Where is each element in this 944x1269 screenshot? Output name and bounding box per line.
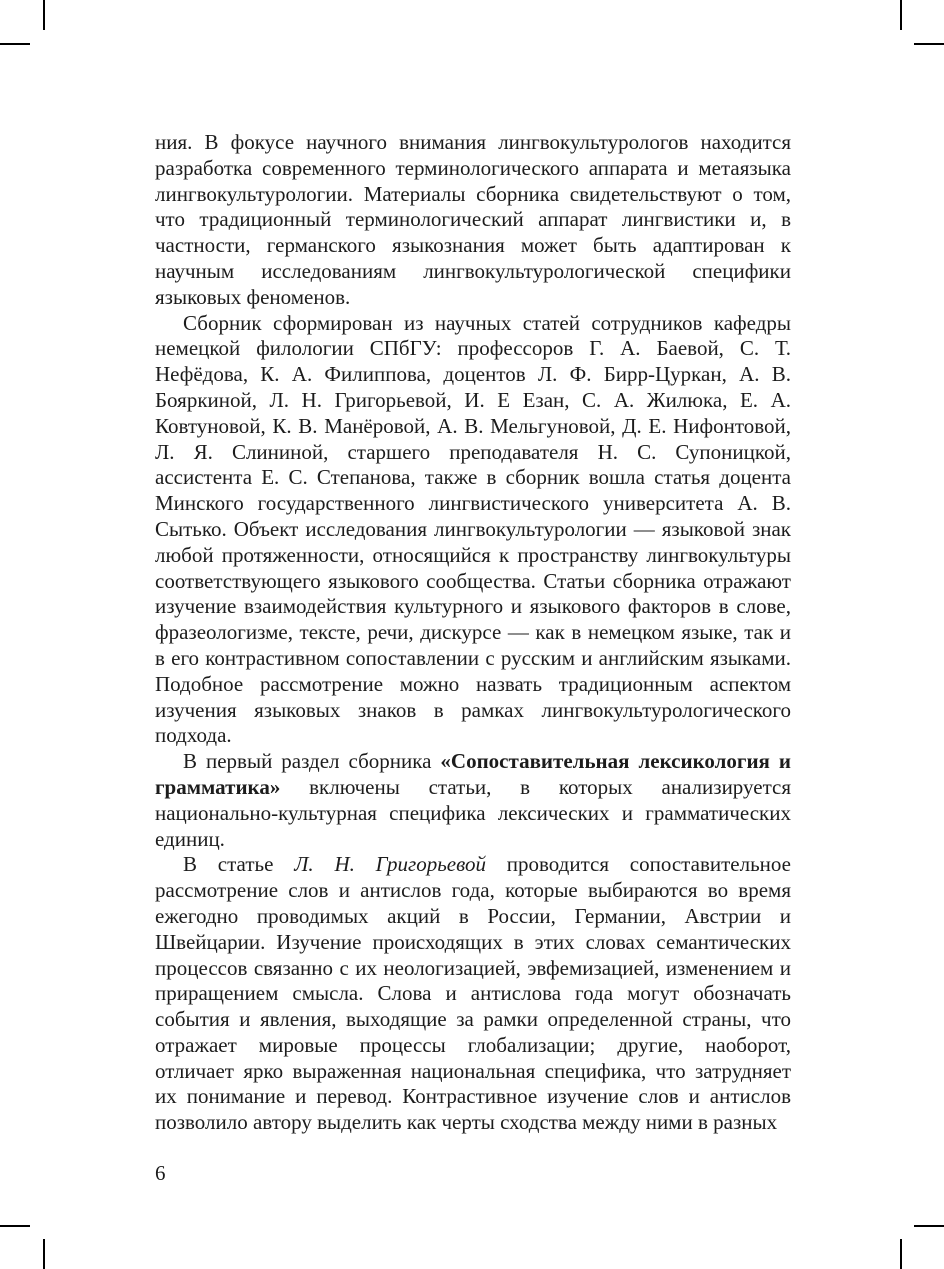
paragraph: [155, 311, 791, 750]
italic-run: Л. Н. Григорьевой: [294, 852, 486, 877]
bold-run: «Сопоставительная лексикология и грамматика»: [155, 749, 791, 799]
paragraph: [155, 130, 791, 311]
body-text: [155, 130, 791, 1136]
paragraph: [155, 749, 791, 852]
crop-mark-top-right-vertical: [900, 0, 902, 30]
crop-mark-bottom-left-horizontal: [0, 1225, 30, 1227]
text-run: ния. В фокусе научного внимания лингвокультурологов находится разработка современного терминологического аппарата и метаязыка лингвокультурологии. Материалы сборника свидетельствуют о том, что традиционный терминологический аппарат лингвистики и, в частности, германского языкознания может быть адаптирован к научным исследованиям лингвокультурологической специфики языковых феноменов.: [155, 130, 791, 309]
text-run: В первый раздел сборника: [183, 749, 441, 774]
crop-mark-top-left-horizontal: [0, 43, 30, 45]
text-run: Сборник сформирован из научных статей сотрудников кафедры немецкой филологии СПбГУ: профессоров Г. А. Баевой, С. Т. Нефёдова, К. А. Филиппова, доцентов Л. Ф. Бирр-Цуркан, А. В. Бояркиной, Л. Н. Григорьевой, И. Е Езан, С. А. Жилюка, Е. А. Ковтуновой, К. В. Манёровой, А. В. Мельгуновой, Д. Е. Нифонтовой, Л. Я. Слининой, старшего преподавателя Н. С. Супоницкой, ассистента Е. С. Степанова, также в сборник вошла статья доцента Минского государственного лингвистического университета А. В. Сытько. Объект исследования лингвокультурологии — языковой знак любой протяженности, относящийся к пространству лингвокультуры соответствующего языкового сообщества. Статьи сборника отражают изучение взаимодействия культурного и языкового факторов в слове, фразеологизме, тексте, речи, дискурсе — как в немецком языке, так и в его контрастивном сопоставлении с русским и английским языками. Подобное рассмотрение можно назвать традиционным аспектом изучения языковых знаков в рамках лингвокультурологического подхода.: [155, 310, 791, 748]
text-run: включены статьи, в которых анализируется национально-культурная специфика лексических и грамматических единиц.: [155, 774, 791, 851]
paragraph: [155, 852, 791, 1136]
crop-mark-top-left-vertical: [43, 0, 45, 30]
crop-mark-top-right-horizontal: [914, 43, 944, 45]
crop-mark-bottom-left-vertical: [43, 1239, 45, 1269]
text-run: В статье: [183, 852, 295, 877]
crop-mark-bottom-right-horizontal: [914, 1225, 944, 1227]
crop-mark-bottom-right-vertical: [900, 1239, 902, 1269]
text-run: проводится сопоставительное рассмотрение слов и антислов года, которые выбираются во время ежегодно проводимых акций в России, Германии, Австрии и Швейцарии. Изучение происходящих в этих словах семантических процессов связанно с их неологизацией, эвфемизацией, изменением и приращением смысла. Слова и антислова года могут обозначать события и явления, выходящие за рамки определенной страны, что отражает мировые процессы глобализации; другие, наоборот, отличает ярко выраженная национальная специфика, что затрудняет их понимание и перевод. Контрастивное изучение слов и антислов позволило автору выделить как черты сходства между ними в разных: [155, 852, 791, 1135]
page-number: 6: [155, 1161, 166, 1185]
